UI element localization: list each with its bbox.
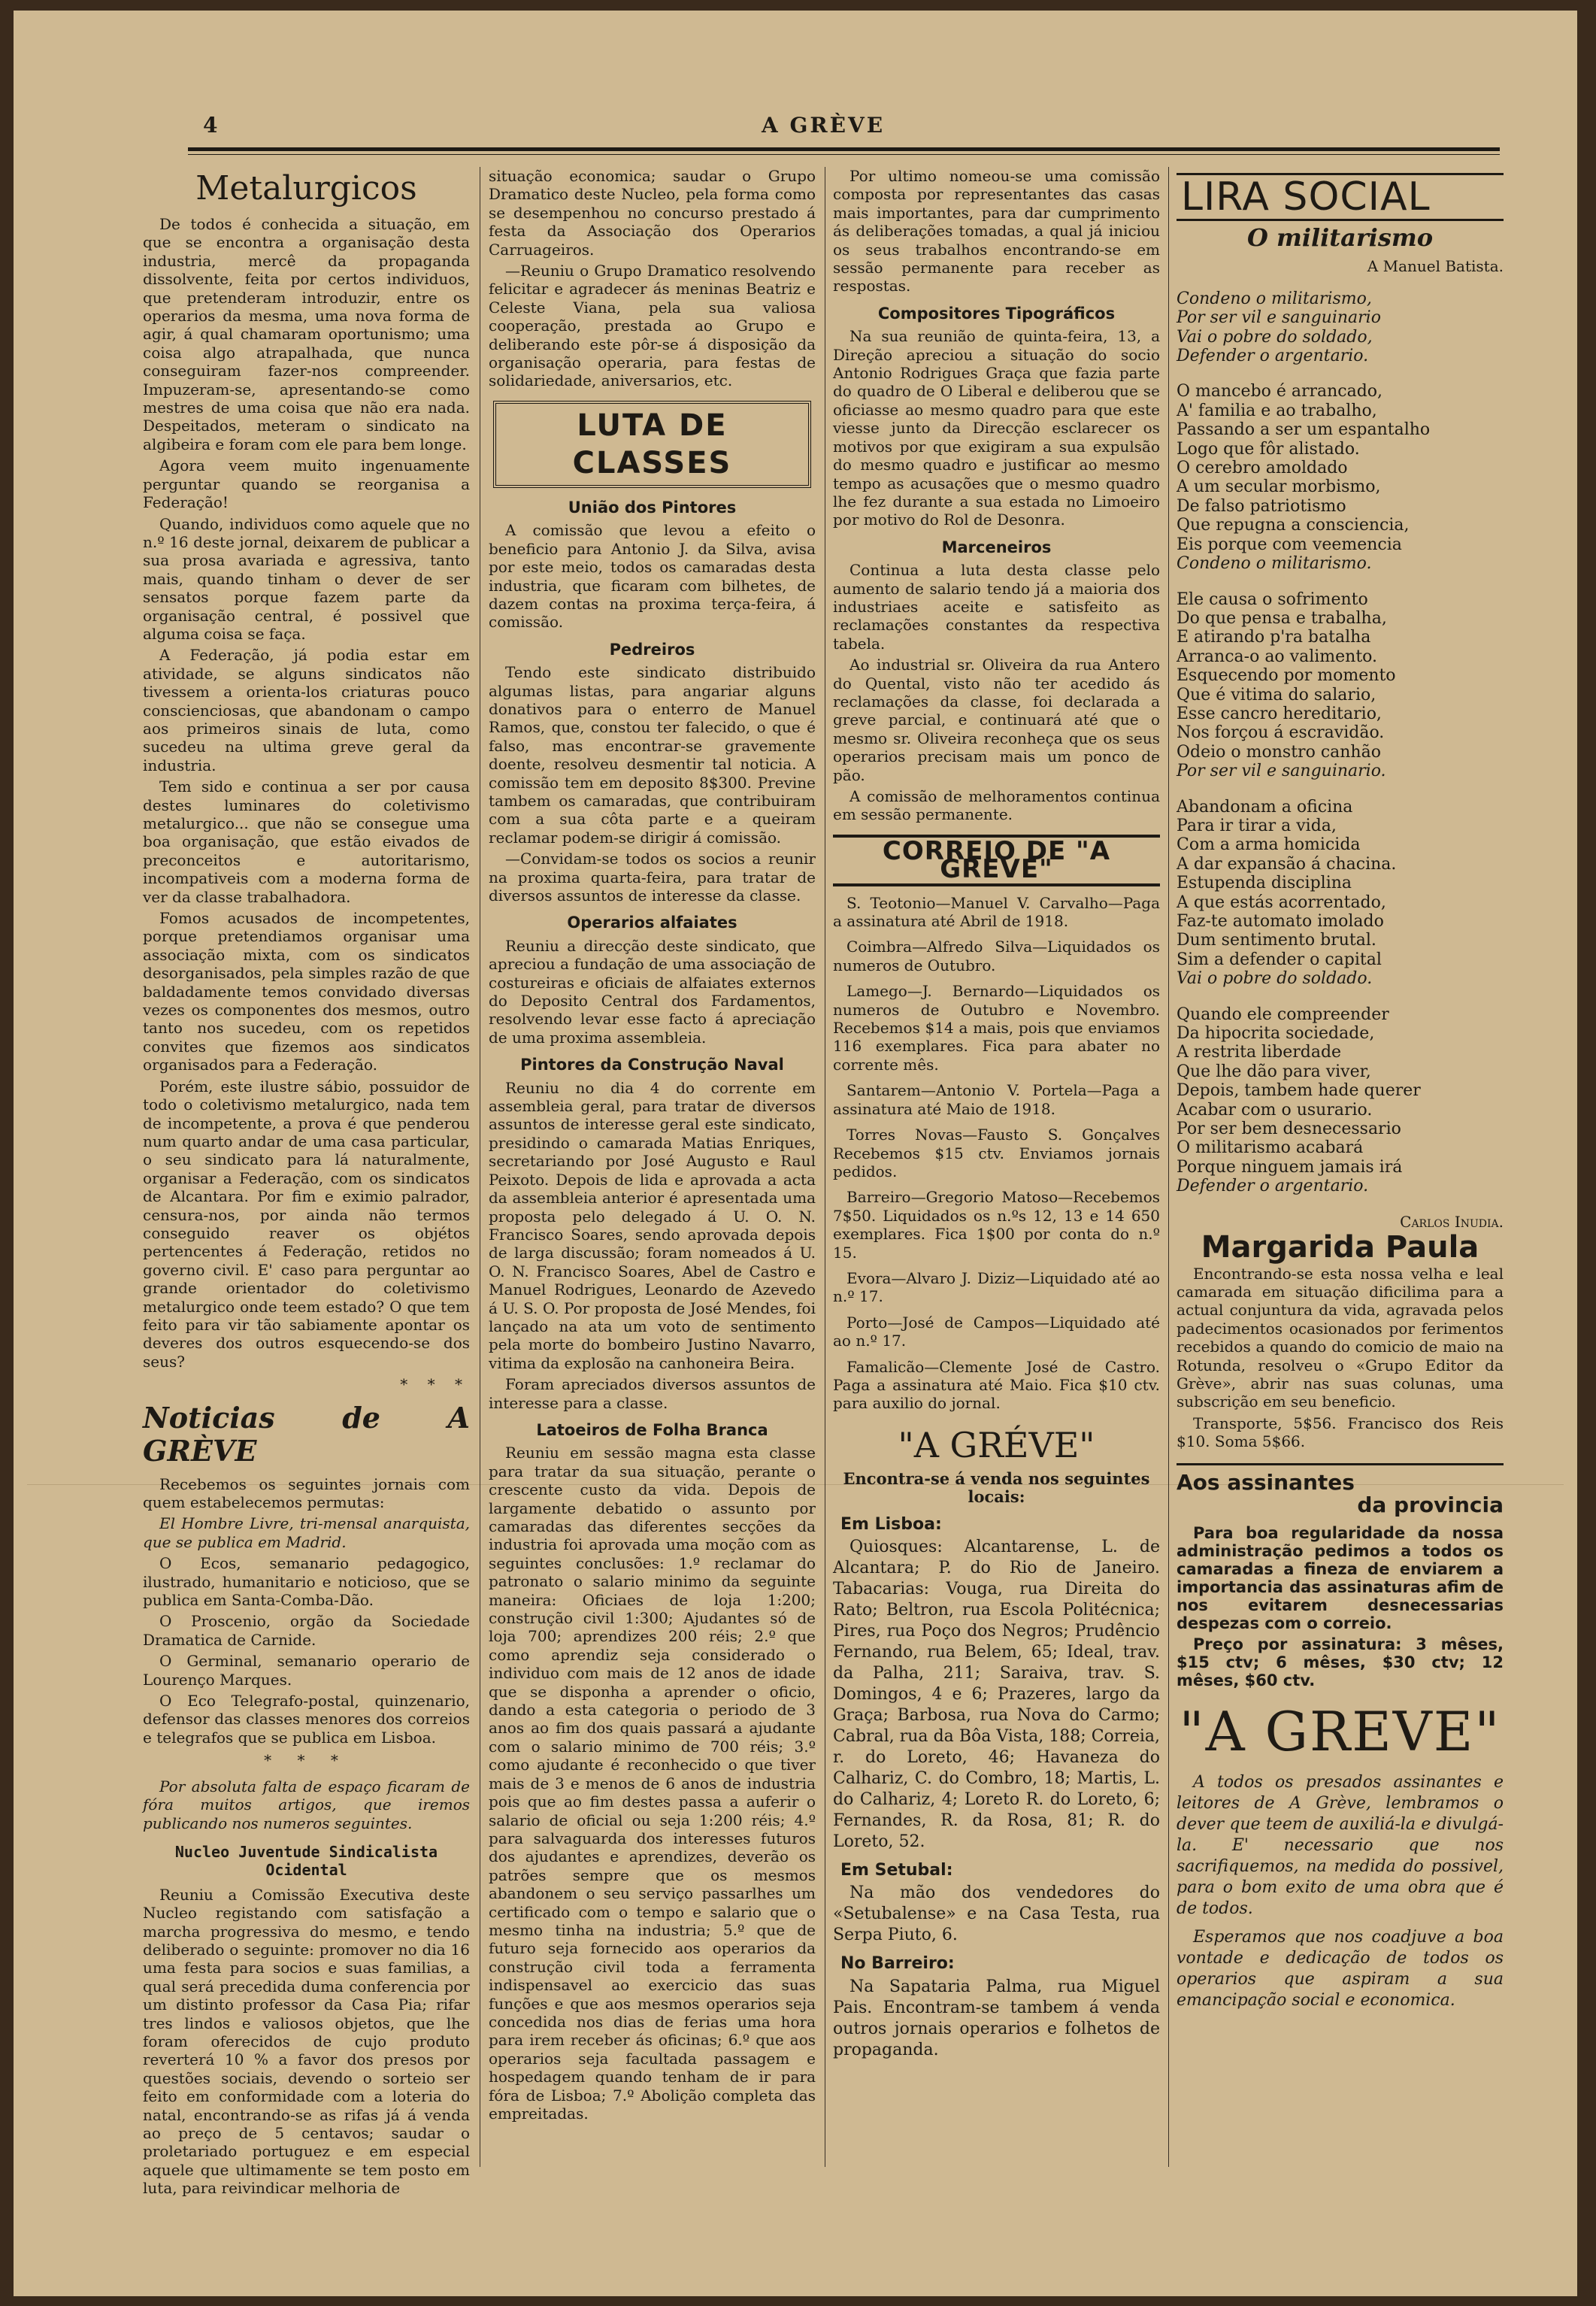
poem-line: Abandonam a oficina xyxy=(1177,797,1353,817)
assinantes-text: Para boa regularidade da nossa administração pedimos a todos os camaradas a fineza de enviarem a importancia das assinaturas afim de nos evitarem desnecessarias despezas com o correio. xyxy=(1177,1523,1504,1632)
poem-line: Defender o argentario. xyxy=(1177,347,1369,366)
assinantes-title-line: da provincia xyxy=(1357,1492,1504,1517)
nucleo-text: Reuniu a Comissão Executiva deste Nucleo registando com satisfação a marcha progressiva do mesmo, e tendo deliberado o seguinte: promover no dia 16 uma festa para socios e suas familias, a qual será precedida duma conferencia por um distinto professor da Casa Pia; rifar tres lindos e valiosos objetos, que lhe foram oferecidos de cujo produto reverterá 10 % a favor dos presos por questões sociais, devendo o sorteio ser feito em conformidade com a loteria do natal, encontrando-se as rifas já á venda ao preço de 5 centavos; saudar o proletariado portuguez e em especial aquele que ultimamente se tem posto em luta, para reivindicar melhoria de xyxy=(143,1885,470,2198)
header-rule-thin xyxy=(188,154,1500,155)
poem-line: A um secular morbismo, xyxy=(1177,477,1381,497)
poem-line: Faz-te automato imolado xyxy=(1177,912,1384,931)
article-paragraph: A comissão que levou a efeito o beneficio para Antonio J. da Silva, avisa por este meio, todos os camaradas desta industria, que ficaram com bilhetes, de dazem contas na proxima terça-feira, á comissão. xyxy=(489,521,816,632)
article-paragraph: —Convidam-se todos os socios a reunir na proxima quarta-feira, para tratar de diversos assuntos de interesse da classe. xyxy=(489,850,816,905)
location-heading: No Barreiro: xyxy=(840,1954,955,1974)
article-paragraph: Ao industrial sr. Oliveira da rua Antero do Quental, visto não ter acedido ás reclamações da classe, foi declarada a greve parcial, e continuará até que o mesmo sr. Oliveira reconheça que os seus operarios precisam mais um ponco de pão. xyxy=(833,656,1160,784)
poem-stanza xyxy=(1177,1005,1504,1196)
correio-item: Barreiro—Gregorio Matoso—Recebemos 7$50. Liquidados os n.ºs 12, 13 e 14 650 exemplares. Fica 1$00 por conta do n.º 15. xyxy=(833,1188,1160,1262)
poem-title: O militarismo xyxy=(1246,223,1434,252)
article-paragraph: Por ultimo nomeou-se uma comissão composta por representantes das casas mais importantes, para dar cumprimento ás deliberações tomadas, a qual já iniciou os seus trabalhos encontrando-se em sessão permanente para receber as respostas. xyxy=(833,167,1160,295)
poem-line: A dar expansão á chacina. xyxy=(1177,854,1397,874)
poem-line: Defender o argentario. xyxy=(1177,1177,1369,1196)
correio-item: Famalicão—Clemente José de Castro. Paga a assinatura até Maio. Fica $10 ctv. para auxilio do jornal. xyxy=(833,1357,1160,1413)
poem-stanza xyxy=(1177,798,1504,989)
correio-title: CORREIO DE "A GREVE" xyxy=(833,835,1160,886)
poem-line: O cerebro amoldado xyxy=(1177,459,1348,478)
poem-line: Ele causa o sofrimento xyxy=(1177,589,1368,609)
article-paragraph: Quando, individuos como aquele que no n.º 16 deste jornal, deixarem de publicar a sua prosa avariada e agressiva, tanto mais, quando tinham o dever de ser sensatos porque fazem parte da organisação central, é possivel que alguma coisa se faça. xyxy=(143,514,470,643)
location-text: Na mão dos vendedores do «Setubalense» e na Casa Testa, rua Serpa Piuto, 6. xyxy=(833,1883,1160,1945)
column-3 xyxy=(833,167,1160,2167)
margarida-paula-title: Margarida Paula xyxy=(1201,1230,1479,1265)
section-separator: * * * xyxy=(264,1751,349,1770)
masthead: A GRÈVE xyxy=(761,113,886,138)
article-paragraph: Tem sido e continua a ser por causa destes luminares do coletivismo metalurgico... que não se consegue uma boa organisação, que estão eivados de preconceitos e autoritarismo, incompativeis com a moderna forma de ver da classe trabalhadora. xyxy=(143,777,470,906)
correio-item: Santarem—Antonio V. Portela—Paga a assinatura até Maio de 1918. xyxy=(833,1081,1160,1118)
luta-de-classes-title: LUTA DE CLASSES xyxy=(493,401,811,488)
section-heading: Marceneiros xyxy=(941,538,1052,556)
header-rule xyxy=(188,147,1500,151)
section-heading: União dos Pintores xyxy=(568,498,737,517)
poem-line: Esquecendo por momento xyxy=(1177,666,1396,686)
poem-stanza xyxy=(1177,590,1504,781)
location-heading: Em Lisboa: xyxy=(840,1514,942,1534)
assinantes-title xyxy=(1177,1463,1504,1517)
article-paragraph: De todos é conhecida a situação, em que se encontra a organisação desta industria, mercê da propaganda dissolvente, feita por certos individuos, que pretenderam introduzir, entre os operarios da mesma, uma nova forma de agir, á qual chamaram oportunismo; uma coisa algo atrapalhada, que nunca conseguiram fazer-nos compreender. Impuzeram-se, apresentando-se como mestres de uma coisa que não era nada. Despeitados, meteram o sindicato na algibeira e foram com ele para bem longe. xyxy=(143,215,470,453)
poem-line: Porque ninguem jamais irá xyxy=(1177,1157,1403,1177)
noticias-item: O Ecos, semanario pedagogico, ilustrado, humanitario e noticioso, que se publica em Santa-Comba-Dão. xyxy=(143,1554,470,1610)
poem-line: O mancebo é arrancado, xyxy=(1177,382,1383,402)
page-number: 4 xyxy=(203,113,218,138)
poem-line: Quando ele compreender xyxy=(1177,1005,1389,1024)
column-2 xyxy=(489,167,816,2167)
poem-line: Do que pensa e trabalha, xyxy=(1177,608,1387,628)
article-paragraph: Encontrando-se esta nossa velha e leal camarada em situação dificilima para a actual conjuntura da vida, agravada pelos padecimentos ocasionados por ferimentos recebidos a quando do comicio de maio na Rotunda, resolveu o «Grupo Editor da Grève», abrir nas suas colunas, uma subscrição em seu beneficio. xyxy=(1177,1264,1504,1411)
column-1 xyxy=(143,167,470,2198)
correio-item: Coimbra—Alfredo Silva—Liquidados os numeros de Outubro. xyxy=(833,938,1160,974)
poem-line: Por ser bem desnecessario xyxy=(1177,1120,1401,1139)
poem-line: Que repugna a consciencia, xyxy=(1177,516,1410,535)
poem-line: A que estás acorrentado, xyxy=(1177,892,1386,912)
correio-item: Lamego—J. Bernardo—Liquidados os numeros de Outubro e Novembro. Recebemos $14 a mais, pois que enviamos 116 exemplares. Fica para abater no corrente mês. xyxy=(833,982,1160,1074)
venda-title: "A GRÉVE" xyxy=(898,1424,1095,1465)
correio-item: Evora—Alvaro J. Diziz—Liquidado até ao n.º 17. xyxy=(833,1268,1160,1306)
poem-line: Condeno o militarismo, xyxy=(1177,289,1372,308)
article-paragraph: A Federação, já podia estar em atividade, se alguns sindicatos não tivessem a orienta-los criaturas pouco conscienciosas, que abandonam o campo aos primeiros sinais de luta, como sucedeu na ultima greve geral da industria. xyxy=(143,646,470,774)
poem-line: Que é vitima do salario, xyxy=(1177,685,1376,705)
section-separator: * * * xyxy=(400,1375,470,1394)
poem-line: Logo que fôr alistado. xyxy=(1177,439,1360,459)
lira-social-title: LIRA SOCIAL xyxy=(1177,173,1504,221)
poem-line: Eis porque com veemencia xyxy=(1177,535,1402,554)
a-greve-paragraph: A todos os presados assinantes e leitores de A Grève, lembramos o dever que teem de auxiliá-la e divulgá-la. E' necessario que nos sacrifiquemos, na medida do possivel, para o bom exito de uma obra que é de todos. xyxy=(1177,1772,1504,1918)
poem-line: Dum sentimento brutal. xyxy=(1177,931,1376,950)
noticias-item: O Proscenio, orgão da Sociedade Dramatica de Carnide. xyxy=(143,1612,470,1649)
location-text: Quiosques: Alcantarense, L. de Alcantara; P. do Rio de Janeiro. Tabacarias: Vouga, rua Direita do Rato; Beltron, rua Escola Politécnica; Pires, rua Poço dos Negros; Prudêncio Fernando, rua Belem, 65; Ideal, trav. da Palha, 211; Saraiva, trav. S. Domingos, 4 e 6; Prazeres, largo da Graça; Barbosa, rua Nova do Carmo; Cabral, rua da Bôa Vista, 188; Correia, r. do Loreto, 46; Havaneza do Calhariz, C. do Combro, 18; Martis, L. do Calhariz, 4; Loreto R. do Loreto, 6; Fernandes, R. da Rosa, 81; R. do Loreto, 52. xyxy=(833,1538,1160,1851)
noticias-item: O Germinal, semanario operario de Lourenço Marques. xyxy=(143,1652,470,1689)
article-paragraph: Continua a luta desta classe pelo aumento de salario tendo já a maioria dos industriaes aceite e satisfeito as reclamações constantes da respectiva tabela. xyxy=(833,561,1160,653)
space-note: Por absoluta falta de espaço ficaram de fóra muitos artigos, que iremos publicando nos numeros seguintes. xyxy=(143,1777,470,1832)
poem-stanza xyxy=(1177,382,1504,573)
article-paragraph: Na sua reunião de quinta-feira, 13, a Direção apreciou a situação do socio Antonio Rodrigues Graça que fazia parte do quadro de O Liberal e deliberou que se oficiasse ao mesmo quadro para que este viesse junto da Direcção esclarecer os motivos por que exigiram a sua expulsão do mesmo quadro e justificar ao mesmo tempo as acusações que o mesmo quadro lhe fez durante a sua estada no Limoeiro por motivo do Rol de Desonra. xyxy=(833,327,1160,529)
column-4 xyxy=(1177,167,1504,2167)
article-paragraph: A comissão de melhoramentos continua em sessão permanente. xyxy=(833,787,1160,824)
poem-line: Estupenda disciplina xyxy=(1177,874,1352,893)
section-heading: Pintores da Construção Naval xyxy=(520,1056,784,1074)
poem-line: Com a arma homicida xyxy=(1177,835,1361,855)
poem-line: Vai o pobre do soldado. xyxy=(1177,969,1373,989)
poem-line: Esse cancro hereditario, xyxy=(1177,704,1382,723)
noticias-item: O Eco Telegrafo-postal, quinzenario, defensor das classes menores dos correios e telegrafos que se publica em Lisboa. xyxy=(143,1692,470,1747)
article-paragraph: Fomos acusados de incompetentes, porque pretendiamos organisar uma associação mixta, com os sindicatos desorganisados, pela simples razão de que baldadamente temos convidado diversas vezes os componentes dos mesmos, outro tanto nos sucedeu, com os repetidos convites que fizemos aos sindicatos organisados para a Federação. xyxy=(143,909,470,1074)
poem-line: Odeio o monstro canhão xyxy=(1177,742,1381,762)
venda-subtitle: Encontra-se á venda nos seguintes locais: xyxy=(843,1468,1150,1507)
article-paragraph: Reuniu a direcção deste sindicato, que apreciou a fundação de uma associação de costureiras e oficiais de alfaiates externos do Deposito Central dos Fardamentos, resolvendo levar esse facto á apreciação de uma proxima assembleia. xyxy=(489,936,816,1047)
location-text: Na Sapataria Palma, rua Miguel Pais. Encontram-se tambem á venda outros jornais operarios e folhetos de propaganda. xyxy=(833,1977,1160,2059)
poem-line: O militarismo acabará xyxy=(1177,1138,1364,1158)
noticias-title: Noticias de A GRÈVE xyxy=(143,1400,470,1468)
poem-line: Passando a ser um espantalho xyxy=(1177,420,1431,440)
location-heading: Em Setubal: xyxy=(840,1861,953,1880)
article-paragraph: Tendo este sindicato distribuido algumas listas, para angariar alguns donativos para o enterro de Manuel Ramos, que, constou ter falecido, o que é falso, mas encontrar-se gravemente doente, resolveu desmentir tal noticia. A comissão tem em deposito 8$300. Previne tambem os camaradas, que contribuiram com a sua côta parte e a queiram reclamar podem-se dirigir á comissão. xyxy=(489,663,816,847)
section-heading: Pedreiros xyxy=(609,640,695,659)
article-paragraph: Transporte, 5$56. Francisco dos Reis $10. Soma 5$66. xyxy=(1177,1414,1504,1451)
poem-line: Nos forçou á escravidão. xyxy=(1177,723,1385,743)
a-greve-paragraph: Esperamos que nos coadjuve a boa vontade e dedicação de todos os operarios que aspiram a sua emancipação social e economica. xyxy=(1177,1927,1504,2010)
correio-item: Porto—José de Campos—Liquidado até ao n.º 17. xyxy=(833,1313,1160,1350)
article-paragraph: Porém, este ilustre sábio, possuidor de todo o coletivismo metalurgico, nada tem de incompetente, a prova é que penderou num quarto andar de uma casa particular, o seu sindicato para lá naturalmente, organisar a Federação, com os sindicatos de Alcantara. Por fim e eximio palrador, censura-nos, por ainda não termos conseguido reaver os objétos pertencentes á Federação, retidos no governo civil. E' caso para perguntar ao grande orientador do coletivismo metalurgico onde teem estado? O que tem feito para vir tão sabiamente apontar os deveres dos outros esquecendo-se dos seus? xyxy=(143,1077,470,1371)
poem-signature: Carlos Inudia. xyxy=(1400,1212,1504,1231)
poem-line: De falso patriotismo xyxy=(1177,496,1346,516)
poem-line: Da hipocrita sociedade, xyxy=(1177,1024,1375,1044)
article-paragraph: Reuniu no dia 4 do corrente em assembleia geral, para tratar de diversos assuntos de interesse geral este sindicato, presidindo o camarada Matias Enriques, secretariando por José Augusto e Raul Peixoto. Depois de lida e aprovada a acta da assembleia anterior é apresentada uma proposta pelo delegado á U. O. N. Francisco Soares, sendo aprovada depois de larga discussão; foram nomeados á U. O. N. Francisco Soares, Abel de Castro e Manuel Rodrigues, Leonardo de Azevedo á U. S. O. Por proposta de José Mendes, foi lançado na ata um voto de sentimento pela morte do bombeiro Justino Navarro, vitima da explosão na canhoneira Beira. xyxy=(489,1078,816,1372)
poem-line: Arranca-o ao valimento. xyxy=(1177,647,1378,666)
poem-stanza xyxy=(1177,289,1504,366)
assinantes-title-line: Aos assinantes xyxy=(1177,1469,1355,1495)
section-heading: Operarios alfaiates xyxy=(567,914,737,932)
poem-line: E atirando p'ra batalha xyxy=(1177,628,1371,647)
poem-line: Vai o pobre do soldado, xyxy=(1177,327,1373,347)
correio-item: Torres Novas—Fausto S. Gonçalves Recebemos $15 ctv. Enviamos jornais pedidos. xyxy=(833,1126,1160,1180)
poem-line: Por ser vil e sanguinario xyxy=(1177,308,1381,328)
noticias-item: El Hombre Livre, tri-mensal anarquista, que se publica em Madrid. xyxy=(143,1514,470,1551)
column-divider xyxy=(1168,167,1169,2167)
article-paragraph: Agora veem muito ingenuamente perguntar quando se reorganisa a Federação! xyxy=(143,456,470,512)
poem-line: Acabar com o usurario. xyxy=(1177,1100,1373,1120)
poem-line: Depois, tambem hade querer xyxy=(1177,1081,1421,1101)
article-paragraph: —Reuniu o Grupo Dramatico resolvendo felicitar e agradecer ás meninas Beatriz e Celeste Viana, pela sua valiosa cooperação, prestada ao Grupo e deliberando este pôr-se á disposição da organisação operaria, para festas de solidariedade, aniversarios, etc. xyxy=(489,262,816,390)
correio-item: S. Teotonio—Manuel V. Carvalho—Paga a assinatura até Abril de 1918. xyxy=(833,893,1160,931)
article-title-metalurgicos: Metalurgicos xyxy=(195,169,417,208)
page-header xyxy=(143,113,1504,140)
poem-line: A restrita liberdade xyxy=(1177,1043,1342,1062)
poem-line: A' familia e ao trabalho, xyxy=(1177,401,1377,420)
poem-line: Por ser vil e sanguinario. xyxy=(1177,762,1386,781)
poem-line: Para ir tirar a vida, xyxy=(1177,816,1337,835)
article-paragraph: Foram apreciados diversos assuntos de interesse para a classe. xyxy=(489,1375,816,1412)
poem-line: Que lhe dão para viver, xyxy=(1177,1062,1371,1081)
poem-line: Sim a defender o capital xyxy=(1177,950,1382,969)
article-paragraph: situação economica; saudar o Grupo Dramatico deste Nucleo, pela forma como se desempenhou no concurso prestado á festa da Associação dos Operarios Carruageiros. xyxy=(489,167,816,259)
section-heading: Compositores Tipográficos xyxy=(877,304,1116,323)
poem-dedication: A Manuel Batista. xyxy=(1367,257,1504,276)
a-greve-title: "A GREVE" xyxy=(1179,1699,1501,1763)
section-heading: Latoeiros de Folha Branca xyxy=(536,1420,768,1439)
noticias-intro: Recebemos os seguintes jornais com quem estabelecemos permutas: xyxy=(143,1474,470,1511)
nucleo-title: Nucleo Juventude Sindicalista Ocidental xyxy=(174,1842,438,1880)
article-paragraph: Reuniu em sessão magna esta classe para tratar da sua situação, perante o crescente custo da vida. Depois de largamente debatido o assunto por camaradas das diferentes secções da industria foi aprovada uma moção com as seguintes conclusões: 1.º reclamar do patronato o salario minimo da seguinte maneira: Oficiaes de loja 1:200; construção civil 1:300; Ajudantes só de loja 700; aprendizes 200 réis; 2.º que como aprendiz seja considerado o individuo com mais de 12 anos de idade que se disponha a aprender o oficio, dando a esta categoria o periodo de 3 anos ao fim dos quais passará a ajudante com o salario minimo de 700 réis; 3.º como ajudante é reconhecido o que tiver mais de 3 e menos de 6 anos de industria pois que ao fim destes passa a auferir o salario de oficial ou seja 1:200 réis; 4.º para salvaguarda dos interesses futuros dos ajudantes e aprendizes, deverão os patrões sempre que os mesmos abandonem o seu serviço passarlhes um certificado com o tempo e salario que o mesmo tinha na industria; 5.º que de futuro seja fornecido aos operarios da construção civil toda a ferramenta indispensavel ao exercicio das suas funções e que aos mesmos operarios seja concedida nos dias de ferias uma hora para irem receber ás oficinas; 6.º que aos operarios seja facultada passagem e hospedagem quando tenham de ir para fóra de Lisboa; 7.º Abolição completa das empreitadas. xyxy=(489,1444,816,2123)
assinantes-price: Preço por assinatura: 3 mêses, $15 ctv; 6 mêses, $30 ctv; 12 mêses, $60 ctv. xyxy=(1177,1635,1504,1689)
correio-list xyxy=(833,894,1160,1413)
poem-line: Condeno o militarismo. xyxy=(1177,554,1372,574)
